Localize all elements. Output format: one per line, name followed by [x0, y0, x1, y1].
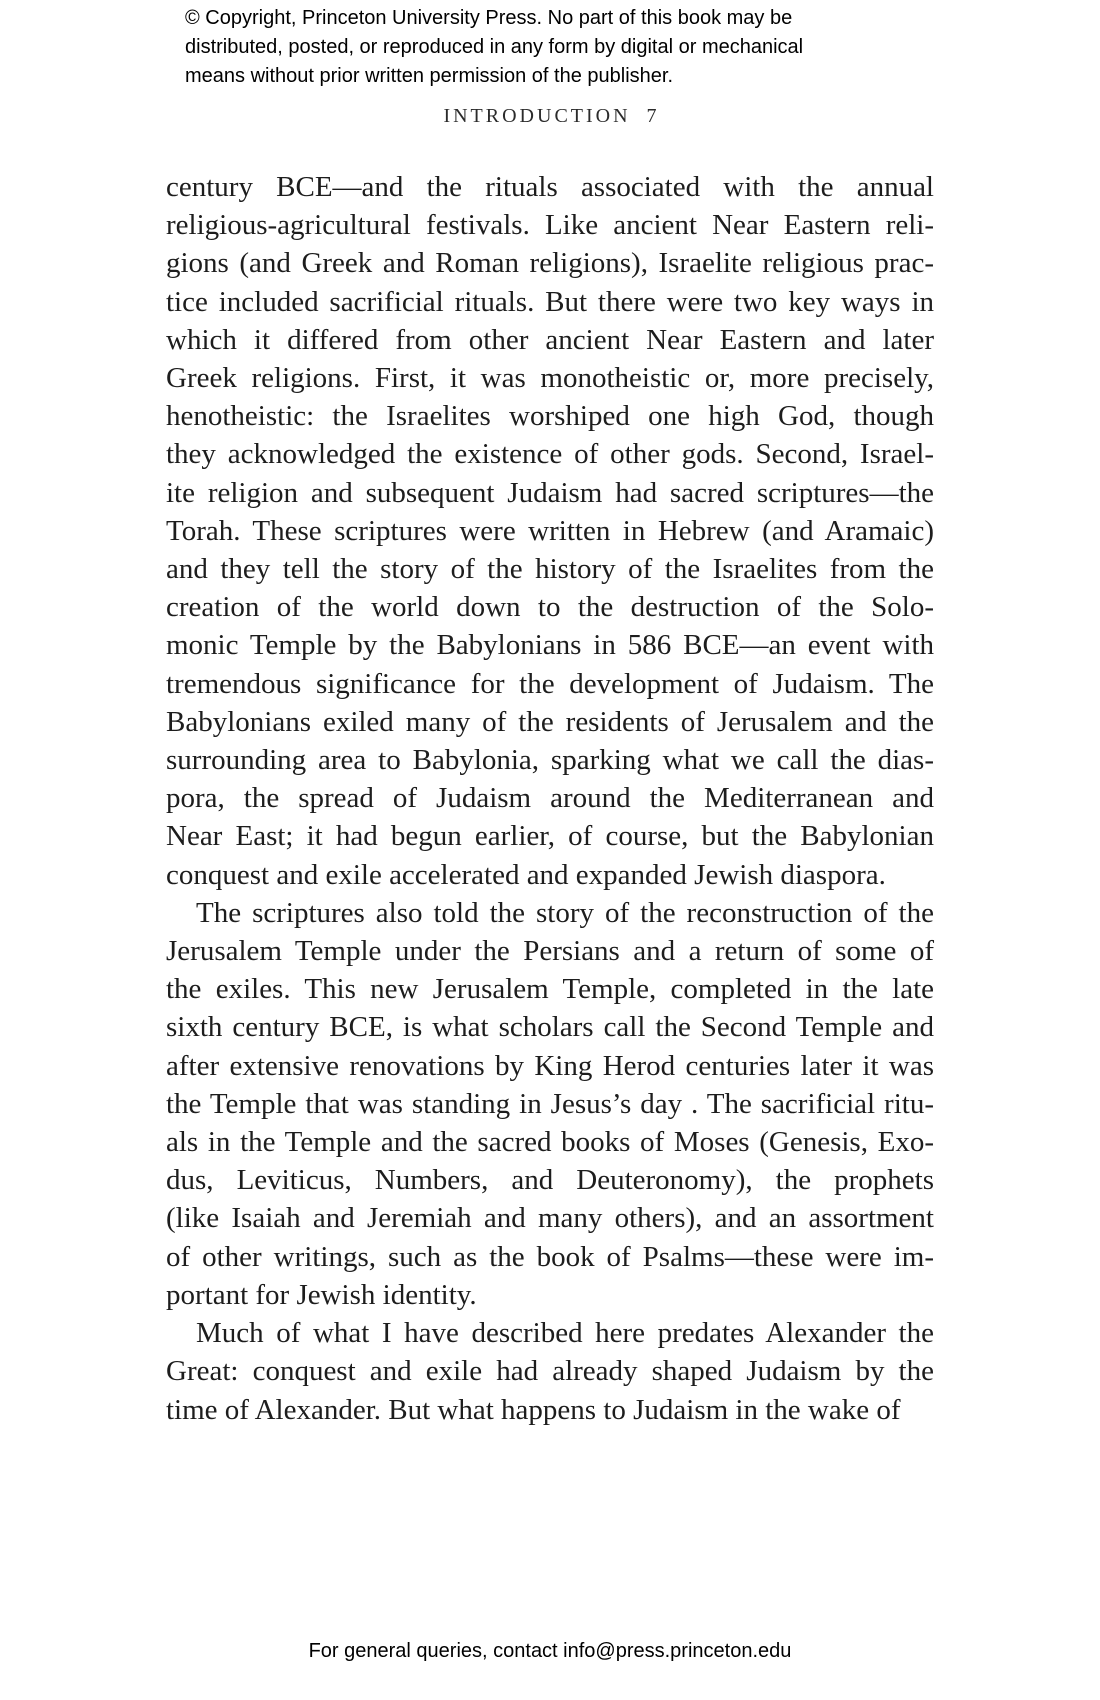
text-line: portant for Jewish identity.: [166, 1278, 477, 1311]
copyright-notice: [185, 4, 803, 91]
text-line: Great: conquest and exile had already shaped Judaism by the: [166, 1355, 934, 1388]
text-line: Torah. These scriptures were written in Hebrew (and Aramaic): [166, 514, 934, 547]
text-line: surrounding area to Babylonia, sparking what we call the dias-: [166, 744, 934, 777]
body-text: [166, 168, 934, 1429]
text-line: Near East; it had begun earlier, of course, but the Babylonian: [166, 820, 934, 853]
text-line: ite religion and subsequent Judaism had sacred scriptures—the: [166, 476, 934, 509]
text-line: and they tell the story of the history of the Israelites from the: [166, 553, 934, 586]
text-line: monic Temple by the Babylonians in 586 BCE—an event with: [166, 629, 934, 662]
text-line: creation of the world down to the destruction of the Solo-: [166, 591, 934, 624]
text-line: henotheistic: the Israelites worshiped one high God, though: [166, 400, 934, 433]
text-line: als in the Temple and the sacred books of Moses (Genesis, Exo-: [166, 1126, 934, 1159]
copyright-line: © Copyright, Princeton University Press. No part of this book may be: [185, 7, 793, 29]
text-line: conquest and exile accelerated and expanded Jewish diaspora.: [166, 858, 886, 891]
text-line: Much of what I have described here predates Alexander the: [196, 1317, 934, 1350]
text-line: Greek religions. First, it was monotheistic or, more precisely,: [166, 362, 934, 395]
text-line: tremendous significance for the development of Judaism. The: [166, 667, 934, 700]
paragraph: [166, 1314, 934, 1429]
text-line: Jerusalem Temple under the Persians and a return of some of: [166, 935, 934, 968]
page-number: 7: [646, 105, 657, 127]
copyright-line: means without prior written permission of the publisher.: [185, 65, 674, 87]
text-line: time of Alexander. But what happens to Judaism in the wake of: [166, 1393, 901, 1426]
text-line: pora, the spread of Judaism around the Mediterranean and: [166, 782, 934, 815]
text-line: of other writings, such as the book of Psalms—these were im-: [166, 1240, 934, 1273]
chapter-title: INTRODUCTION: [443, 105, 631, 127]
text-line: dus, Leviticus, Numbers, and Deuteronomy), the prophets: [166, 1164, 934, 1197]
text-line: the Temple that was standing in Jesus’s day . The sacrificial ritu-: [166, 1087, 934, 1120]
text-line: Babylonians exiled many of the residents of Jerusalem and the: [166, 705, 934, 738]
text-line: which it differed from other ancient Near Eastern and later: [166, 323, 934, 356]
text-line: after extensive renovations by King Herod centuries later it was: [166, 1049, 934, 1082]
paragraph: [166, 168, 934, 894]
footer-contact: For general queries, contact info@press.princeton.edu: [308, 1640, 792, 1662]
text-line: they acknowledged the existence of other gods. Second, Israel-: [166, 438, 934, 471]
text-line: (like Isaiah and Jeremiah and many others), and an assortment: [166, 1202, 934, 1235]
running-head: [166, 103, 934, 129]
copyright-line: distributed, posted, or reproduced in any form by digital or mechanical: [185, 36, 804, 58]
text-line: gions (and Greek and Roman religions), Israelite religious prac-: [166, 247, 934, 280]
text-line: The scriptures also told the story of the reconstruction of the: [196, 896, 934, 929]
text-line: century BCE—and the rituals associated with the annual: [166, 171, 934, 203]
text-line: sixth century BCE, is what scholars call the Second Temple and: [166, 1011, 934, 1044]
text-line: tice included sacrificial rituals. But there were two key ways in: [166, 285, 934, 318]
text-line: religious-agricultural festivals. Like ancient Near Eastern reli-: [166, 209, 934, 242]
text-line: the exiles. This new Jerusalem Temple, completed in the late: [166, 973, 934, 1006]
paragraph: [166, 894, 934, 1314]
